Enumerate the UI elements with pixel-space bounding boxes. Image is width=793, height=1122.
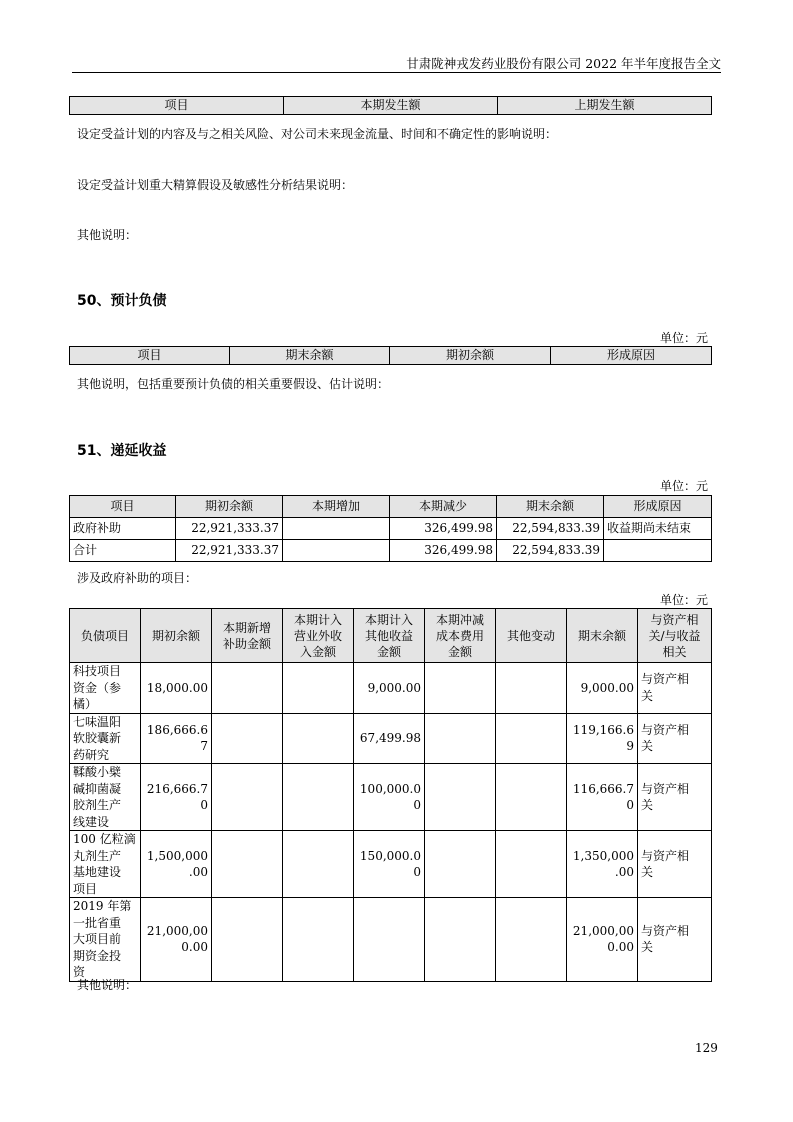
header-cell: [496, 609, 567, 663]
cell-line: 软胶囊新: [73, 731, 122, 745]
cell-line: 186,666.6: [146, 722, 208, 737]
cell-line: 2019 年第: [73, 899, 132, 913]
header-cell: [354, 609, 425, 663]
table-cell: [283, 764, 354, 831]
table-row: [70, 764, 712, 831]
cell-line: 线建设: [73, 814, 110, 829]
table-cell: [496, 713, 567, 764]
table-cell: [141, 764, 212, 831]
cell-line: 119,166.6: [572, 722, 634, 737]
table-cell: [141, 713, 212, 764]
table-cell: [141, 898, 212, 982]
cell-line: 本期新增: [222, 620, 271, 635]
cell-line: 9,000.00: [580, 680, 634, 695]
table-cell: 22,921,333.37: [176, 518, 283, 540]
cell-line: 负债项目: [80, 628, 129, 643]
table-cell: [141, 663, 212, 714]
cell-line: 7: [200, 739, 208, 754]
header-cell: 本期减少: [390, 496, 497, 518]
cell-line: .00: [188, 865, 208, 879]
cell-line: 0: [626, 798, 634, 812]
table-cell: [70, 898, 141, 982]
table-cell: [638, 713, 712, 764]
table-cell: 政府补助: [70, 518, 176, 540]
table-cell: [425, 713, 496, 764]
header-cell: 本期增加: [283, 496, 390, 518]
header-cell: 项目: [70, 97, 284, 115]
cell-line: 橘）: [73, 697, 98, 711]
table-cell: [283, 713, 354, 764]
cell-line: 基地建设: [73, 865, 122, 879]
cell-line: 9: [626, 739, 634, 754]
header-cell: 形成原因: [551, 347, 712, 365]
header-cell: 项目: [70, 496, 176, 518]
cell-line: 七味温阳: [73, 714, 122, 729]
table-cell: [425, 663, 496, 714]
cell-line: 本期计入: [293, 612, 342, 627]
table-row: [70, 831, 712, 898]
header-cell: 上期发生额: [498, 97, 712, 115]
cell-line: 其他变动: [506, 628, 555, 643]
cell-line: 本期计入: [364, 612, 413, 627]
cell-line: 补助金额: [222, 636, 271, 651]
table-cell: [604, 540, 712, 562]
cell-line: 相关: [662, 644, 687, 659]
page-number: 129: [695, 1041, 718, 1055]
cell-line: 其他收益: [364, 628, 413, 643]
defined-benefit-table: [69, 96, 712, 115]
cell-line: 营业外收: [293, 628, 342, 643]
table-cell: [638, 831, 712, 898]
cell-line: 科技项目: [73, 664, 122, 678]
table-cell: [567, 764, 638, 831]
note-text: 其他说明：: [77, 978, 138, 992]
table-cell: [567, 898, 638, 982]
cell-line: 成本费用: [435, 628, 484, 643]
cell-line: 与资产相: [641, 781, 690, 796]
table-cell: [425, 831, 496, 898]
cell-line: 金额: [376, 644, 401, 659]
cell-line: 期初余额: [151, 628, 200, 643]
section-title: 51、递延收益: [77, 443, 167, 459]
cell-line: 0: [413, 865, 421, 879]
header-rule: [72, 72, 721, 73]
table-cell: [70, 831, 141, 898]
deferred-income-table: [69, 495, 712, 562]
table-cell: [354, 898, 425, 982]
provisions-table: [69, 346, 712, 365]
cell-line: 150,000.0: [359, 848, 421, 863]
table-cell: [212, 663, 283, 714]
cell-line: 碱抑菌凝: [73, 781, 122, 796]
header-cell: 期末余额: [230, 347, 390, 365]
table-cell: [496, 831, 567, 898]
cell-line: .00: [614, 865, 634, 879]
table-cell: 收益期尚未结束: [604, 518, 712, 540]
cell-line: 0: [200, 798, 208, 812]
table-cell: [496, 663, 567, 714]
header-cell: 期初余额: [390, 347, 551, 365]
note-text: 其他说明，包括重要预计负债的相关重要假设、估计说明：: [77, 377, 390, 391]
table-row: [70, 540, 712, 562]
cell-line: 关: [641, 739, 654, 754]
header-cell: [567, 609, 638, 663]
unit-label: 单位：元: [659, 479, 708, 493]
header-cell: [638, 609, 712, 663]
table-cell: [212, 713, 283, 764]
table-cell: [354, 831, 425, 898]
cell-line: 与资产相: [650, 612, 699, 627]
table-cell: [567, 663, 638, 714]
table-cell: [283, 663, 354, 714]
table-cell: [638, 898, 712, 982]
table-cell: [70, 764, 141, 831]
cell-line: 0: [413, 798, 421, 812]
table-row: [70, 518, 712, 540]
table-cell: 22,594,833.39: [497, 518, 604, 540]
cell-line: 与资产相: [641, 923, 690, 938]
cell-line: 关: [641, 688, 654, 703]
cell-line: 0.00: [607, 940, 634, 955]
table-cell: [425, 898, 496, 982]
header-cell: 项目: [70, 347, 230, 365]
table-cell: [567, 713, 638, 764]
table-cell: [638, 764, 712, 831]
table-cell: [354, 764, 425, 831]
table-cell: [212, 831, 283, 898]
cell-line: 一批省重: [73, 915, 122, 930]
cell-line: 丸剂生产: [73, 848, 122, 863]
note-text: 涉及政府补助的项目：: [77, 571, 198, 585]
cell-line: 大项目前: [73, 932, 122, 946]
cell-line: 与资产相: [641, 848, 690, 863]
table-cell: [354, 713, 425, 764]
table-cell: 合计: [70, 540, 176, 562]
header-cell: [425, 609, 496, 663]
header-cell: 期末余额: [497, 496, 604, 518]
unit-label: 单位：元: [659, 331, 708, 345]
government-grant-table: [69, 608, 712, 982]
table-cell: [283, 518, 390, 540]
cell-line: 67,499.98: [359, 731, 421, 745]
cell-line: 关/与收益: [648, 628, 701, 643]
cell-line: 本期冲减: [435, 612, 484, 627]
table-cell: [567, 831, 638, 898]
table-cell: [141, 831, 212, 898]
cell-line: 关: [641, 865, 654, 879]
header-cell: [70, 609, 141, 663]
cell-line: 100,000.0: [359, 781, 421, 796]
cell-line: 与资产相: [641, 722, 690, 737]
cell-line: 关: [641, 940, 654, 955]
cell-line: 18,000.00: [146, 680, 208, 695]
note-text: 设定受益计划重大精算假设及敏感性分析结果说明：: [77, 178, 354, 192]
cell-line: 关: [641, 798, 654, 812]
section-title: 50、预计负债: [77, 293, 167, 309]
header-cell: 期初余额: [176, 496, 283, 518]
table-cell: [496, 898, 567, 982]
cell-line: 1,350,000: [572, 848, 634, 863]
unit-label: 单位：元: [659, 593, 708, 607]
cell-line: 1,500,000: [146, 848, 208, 863]
cell-line: 21,000,00: [146, 923, 208, 938]
cell-line: 与资产相: [641, 672, 690, 687]
table-cell: [638, 663, 712, 714]
page-header: 甘肃陇神戎发药业股份有限公司 2022 年半年度报告全文: [406, 56, 721, 71]
table-cell: [283, 540, 390, 562]
cell-line: 9,000.00: [367, 680, 421, 695]
table-cell: [70, 713, 141, 764]
table-cell: 326,499.98: [390, 518, 497, 540]
table-cell: [283, 898, 354, 982]
cell-line: 入金额: [299, 644, 336, 659]
cell-line: 资金（参: [73, 680, 122, 695]
cell-line: 216,666.7: [146, 781, 208, 796]
cell-line: 116,666.7: [572, 781, 634, 796]
header-cell: [212, 609, 283, 663]
header-cell: [141, 609, 212, 663]
cell-line: 0.00: [181, 940, 208, 955]
table-row: [70, 898, 712, 982]
cell-line: 期资金投: [73, 948, 122, 963]
table-cell: [283, 831, 354, 898]
cell-line: 期末余额: [577, 628, 626, 643]
table-cell: [212, 764, 283, 831]
table-cell: [496, 764, 567, 831]
cell-line: 资: [73, 965, 86, 979]
table-row: [70, 713, 712, 764]
cell-line: 金额: [447, 644, 472, 659]
table-cell: 22,921,333.37: [176, 540, 283, 562]
cell-line: 21,000,00: [572, 923, 634, 938]
note-text: 其他说明：: [77, 228, 138, 242]
table-cell: [70, 663, 141, 714]
cell-line: 药研究: [73, 747, 110, 762]
cell-line: 100 亿粒滴: [73, 832, 136, 846]
cell-line: 鞣酸小檗: [73, 765, 122, 779]
note-text: 设定受益计划的内容及与之相关风险、对公司未来现金流量、时间和不确定性的影响说明：: [77, 127, 558, 141]
table-row: [70, 663, 712, 714]
cell-line: 胶剂生产: [73, 798, 122, 812]
table-cell: [354, 663, 425, 714]
header-cell: 本期发生额: [284, 97, 498, 115]
cell-line: 项目: [73, 881, 98, 896]
table-cell: 326,499.98: [390, 540, 497, 562]
header-cell: 形成原因: [604, 496, 712, 518]
table-cell: [425, 764, 496, 831]
table-cell: [212, 898, 283, 982]
header-cell: [283, 609, 354, 663]
table-cell: 22,594,833.39: [497, 540, 604, 562]
